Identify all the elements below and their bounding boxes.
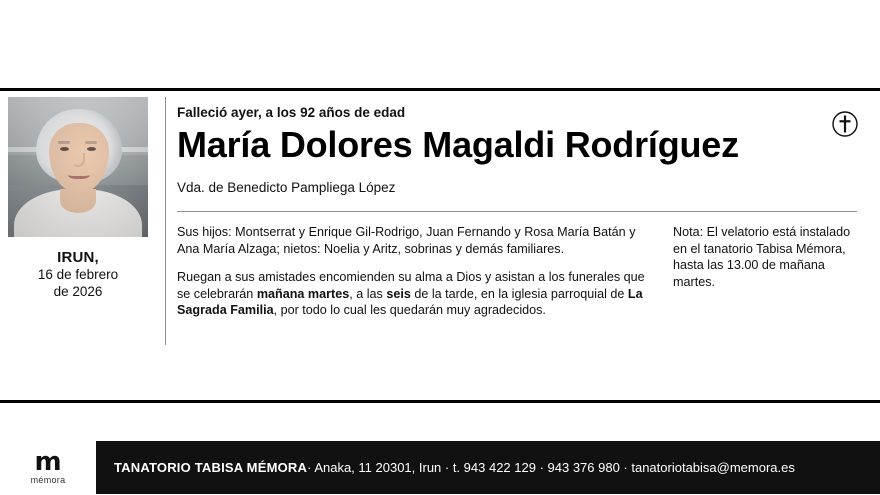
footer-funeral-home-name: TANATORIO TABISA MÉMORA (114, 460, 308, 475)
portrait-photo (8, 97, 148, 237)
main-heading-block (177, 105, 857, 195)
footer-contact-text (96, 460, 795, 475)
date-line-1: 16 de febrero (37, 267, 119, 282)
funeral-text-1: Ruegan a sus amistades encomienden su alma a Dios y asistan a los funerales que se celebrarán (177, 270, 645, 301)
footer-contact-details: · Anaka, 11 20301, Irun · t. 943 422 129 · 943 376 980 · tanatoriotabisa@memora.es (307, 460, 795, 475)
funeral-bold-church: La Sagrada Familia (177, 286, 643, 317)
died-line: Falleció ayer, a los 92 años de edad (177, 105, 406, 120)
obituary-notice-card (0, 88, 880, 485)
memora-logo-mark: m (34, 447, 62, 477)
lower-columns (177, 224, 857, 319)
location-label: IRUN, (57, 249, 99, 266)
vertical-divider (165, 97, 166, 345)
funeral-bold-hour: seis (386, 286, 411, 301)
funeral-text-2: , a las (349, 286, 387, 301)
latin-cross-in-circle-icon (832, 111, 858, 137)
photo-vignette (8, 97, 148, 237)
widow-line: Vda. de Benedicto Pampliega López (177, 180, 396, 195)
funeral-text-3: de la tarde, en la iglesia parroquial de (410, 286, 628, 301)
memora-logo-word: mémora (30, 475, 66, 485)
funeral-bold-day: mañana martes (256, 286, 350, 301)
footer-bar (0, 441, 880, 494)
notice-body (0, 91, 880, 353)
funeral-paragraph (177, 269, 647, 319)
memora-logo (0, 441, 96, 494)
location-date-block (8, 249, 148, 300)
lower-left-column (177, 224, 647, 319)
portrait-photo-image (8, 97, 148, 237)
date-line-2: de 2026 (53, 284, 103, 299)
deceased-name: María Dolores Magaldi Rodríguez (177, 124, 739, 165)
lower-right-column (673, 224, 857, 319)
funeral-text-4: , por todo lo cual les quedarán muy agradecidos. (273, 303, 546, 317)
note-paragraph: Nota: El velatorio está instalado en el tanatorio Tabisa Mémora, hasta las 13.00 de mañana martes. (673, 225, 851, 289)
lower-text-block (177, 224, 857, 319)
horizontal-divider (177, 211, 857, 212)
family-paragraph: Sus hijos: Montserrat y Enrique Gil-Rodrigo, Juan Fernando y Rosa María Batán y Ana María Alzaga; nietos: Noelia y Aritz, sobrinas y demás familiares. (177, 225, 636, 256)
